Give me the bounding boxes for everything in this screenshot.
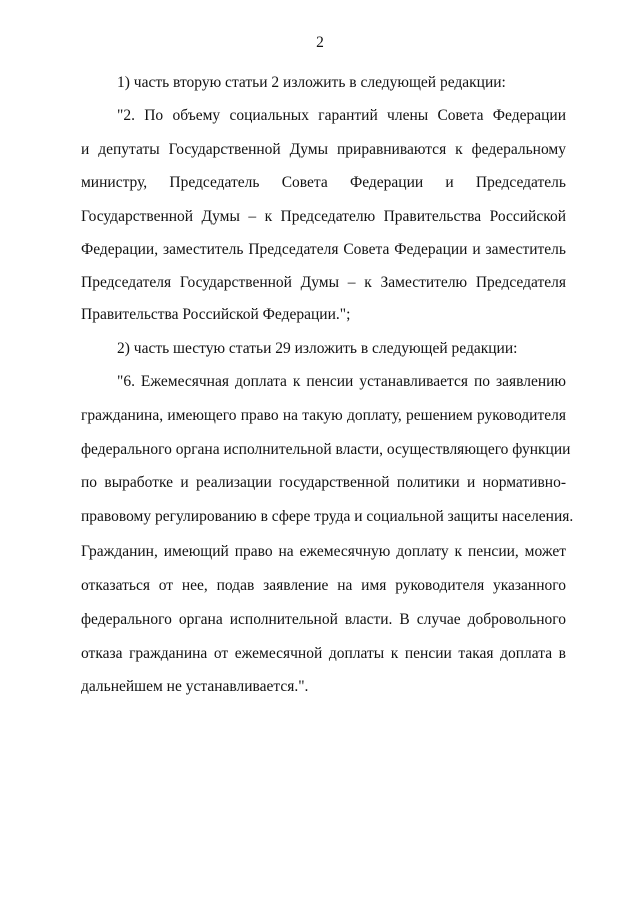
item-2-intro: 2) часть шестую статьи 29 изложить в следующей редакции: [117,340,518,357]
quoted-paragraph-line: отказаться от нее, подав заявление на имя руководителя указанного [81,577,566,594]
quoted-paragraph-line: Федерации, заместитель Председателя Совета Федерации и заместитель [81,241,566,258]
quoted-paragraph-line: и депутаты Государственной Думы приравниваются к федеральному [81,141,566,158]
quoted-paragraph-line: гражданина, имеющего право на такую доплату, решением руководителя [81,407,566,424]
quoted-paragraph-line: отказа гражданина от ежемесячной доплаты к пенсии такая доплата в [81,645,566,662]
quoted-paragraph-line: по выработке и реализации государственной политики и нормативно- [81,474,566,491]
quoted-paragraph-line: Гражданин, имеющий право на ежемесячную доплату к пенсии, может [81,543,566,560]
page-number: 2 [316,34,324,51]
quoted-paragraph-line: "2. По объему социальных гарантий члены Совета Федерации [117,107,566,124]
quoted-paragraph-line: Правительства Российской Федерации."; [81,306,351,323]
quoted-paragraph-line: федерального органа исполнительной власти. В случае добровольного [81,611,566,628]
quoted-paragraph-line: Государственной Думы – к Председателю Правительства Российской [81,208,566,225]
quoted-paragraph-line: Председателя Государственной Думы – к Заместителю Председателя [81,274,566,291]
quoted-paragraph-line: министру, Председатель Совета Федерации и Председатель [81,174,566,191]
quoted-paragraph-line: дальнейшем не устанавливается.". [81,678,309,695]
quoted-paragraph-line: федерального органа исполнительной власти, осуществляющего функции [81,441,571,458]
quoted-paragraph-line: "6. Ежемесячная доплата к пенсии устанавливается по заявлению [117,373,566,390]
item-1-intro: 1) часть вторую статьи 2 изложить в следующей редакции: [117,74,506,91]
quoted-paragraph-line: правовому регулированию в сфере труда и социальной защиты населения. [81,508,574,525]
